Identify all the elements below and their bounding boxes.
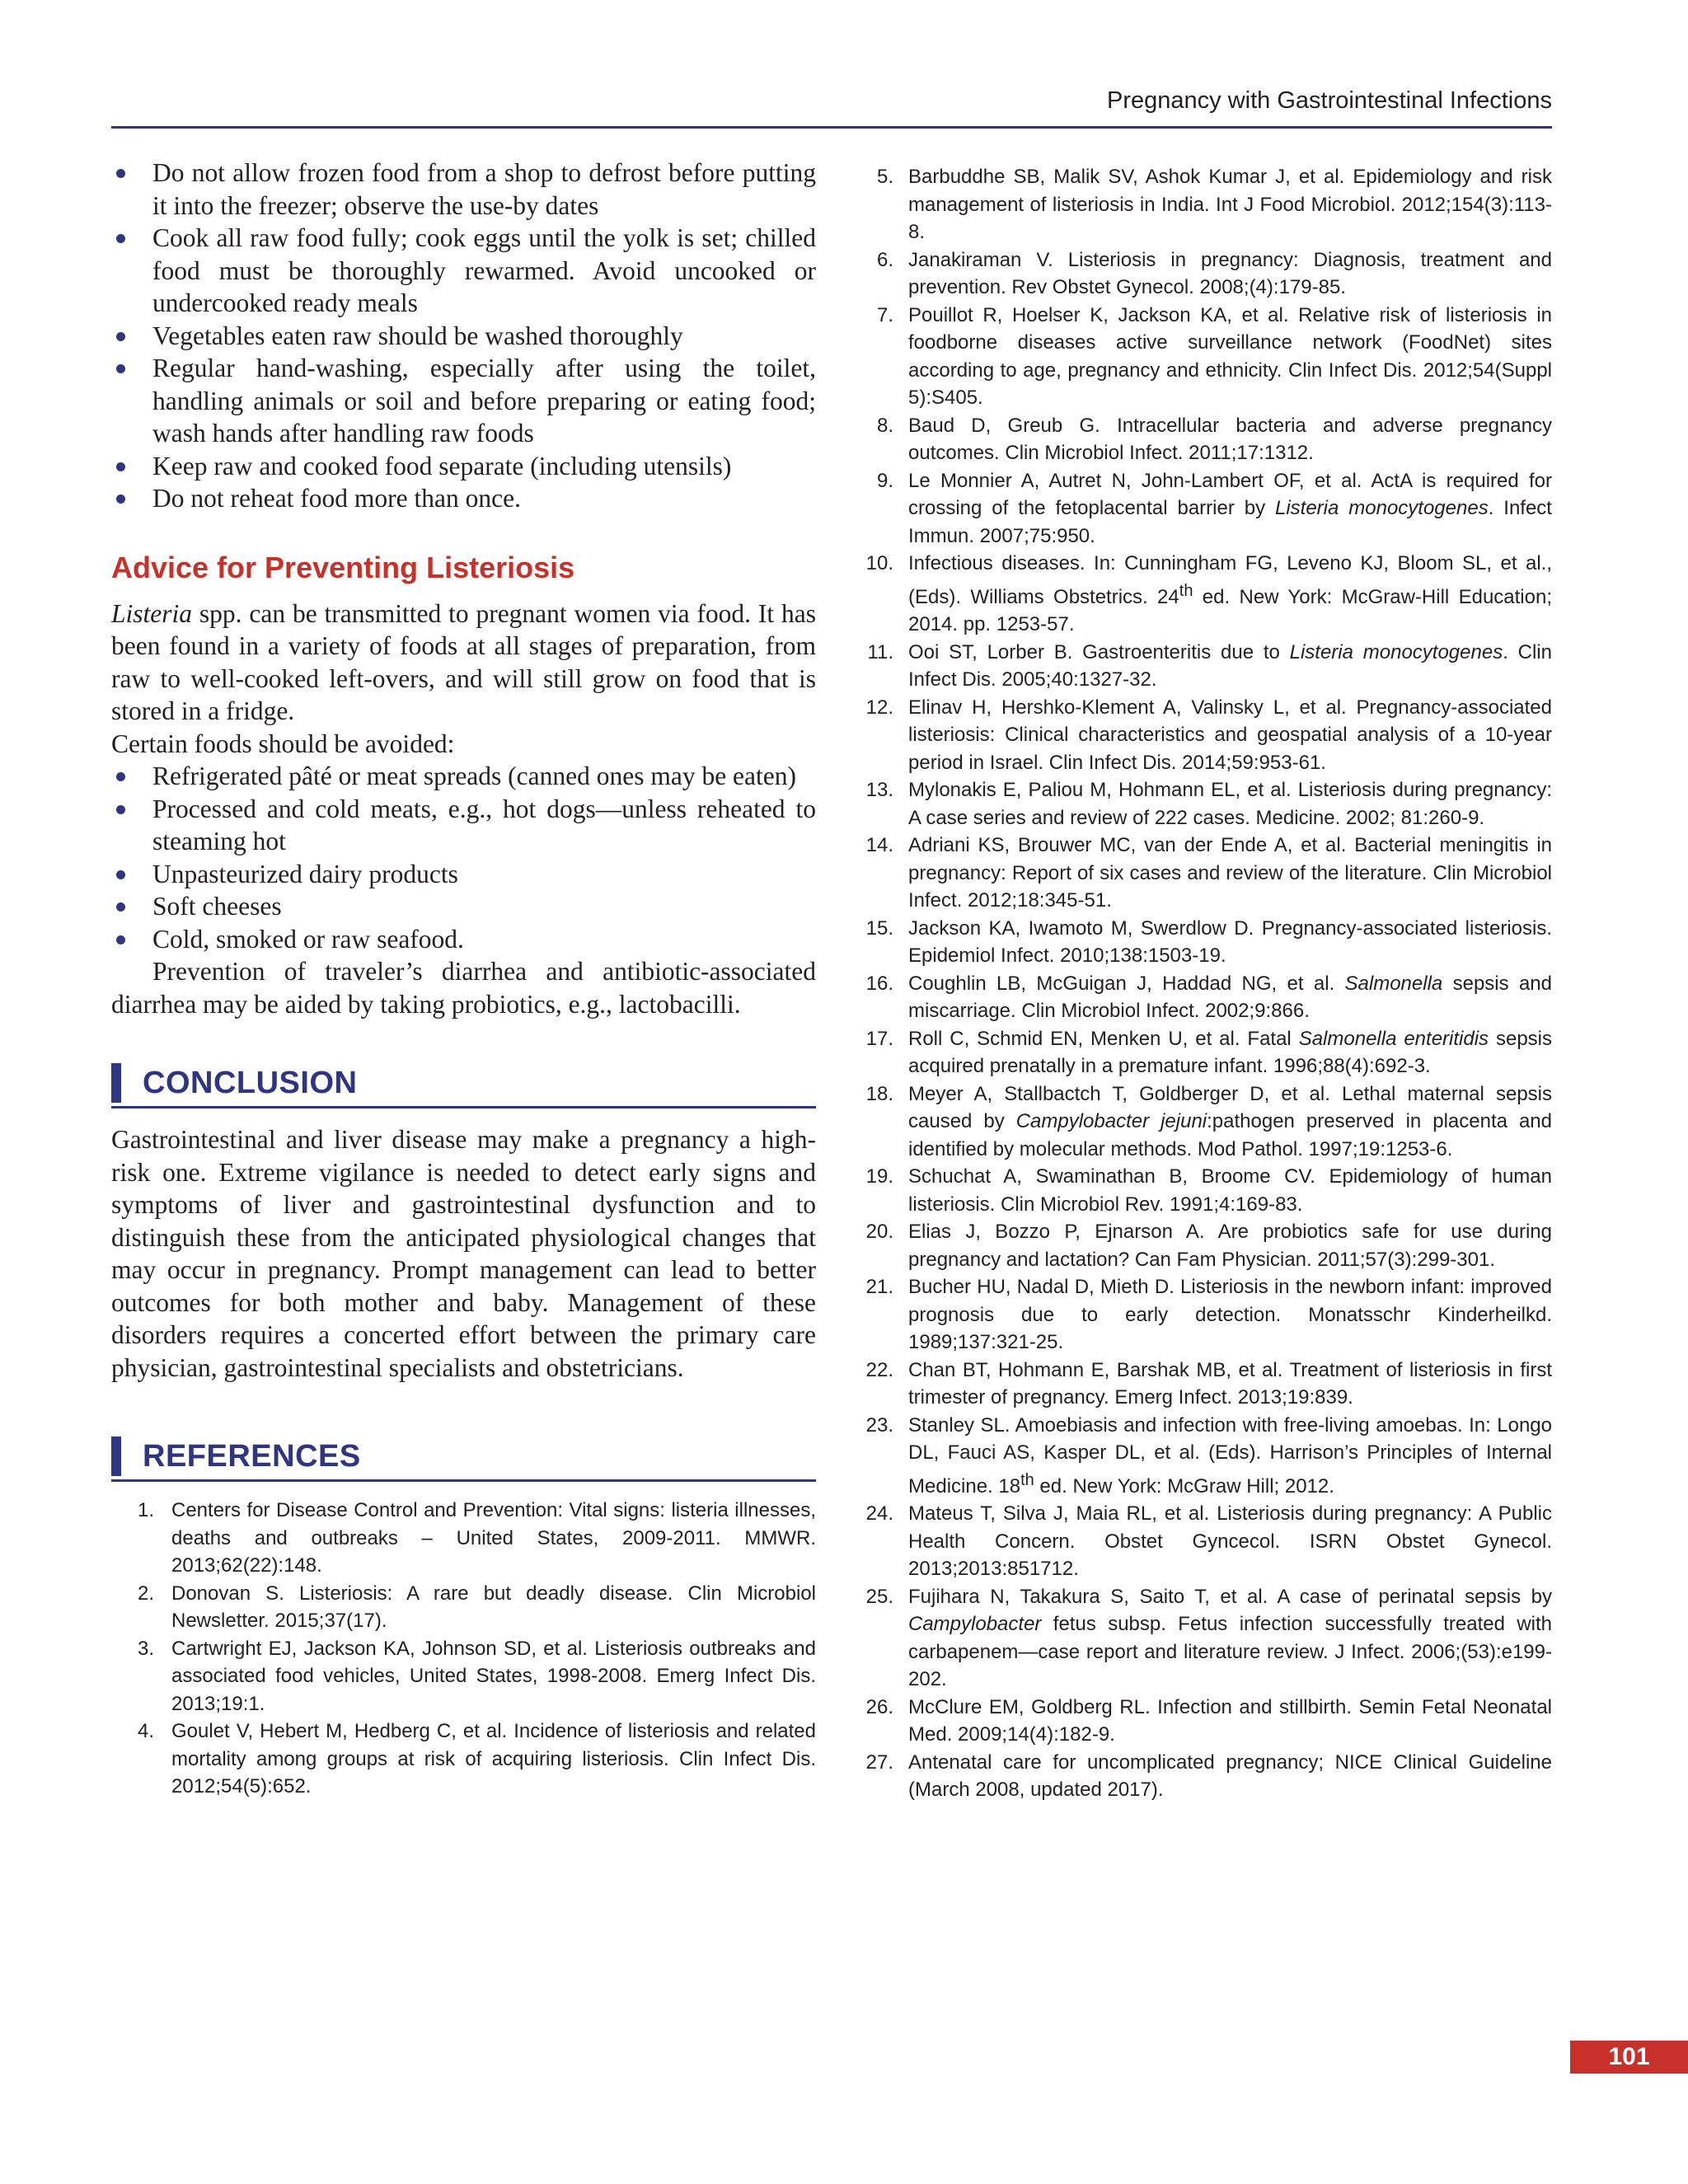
reference-text: Mateus T, Silva J, Maia RL, et al. Listeriosis during pregnancy: A Public Health Concern. Obstet Gyncecol. ISRN Obstet Gynecol. 2013;2013:851712. — [908, 1502, 1552, 1580]
reference-item — [865, 1749, 1552, 1804]
reference-number: 6. — [876, 248, 893, 271]
reference-number: 10. — [865, 552, 893, 574]
reference-text: . Clin Infect Dis. 2005;40:1327-32. — [908, 640, 1552, 691]
reference-number: 3. — [137, 1637, 154, 1660]
reference-item — [865, 1163, 1552, 1218]
conclusion-heading — [111, 1063, 816, 1108]
list-item: Processed and cold meats, e.g., hot dogs—unless reheated to steaming hot — [111, 793, 816, 858]
reference-text: Jackson KA, Iwamoto M, Swerdlow D. Pregnancy-associated listeriosis. Epidemiol Infect. 2010;138:1503-19. — [908, 916, 1552, 967]
list-item: Vegetables eaten raw should be washed thoroughly — [111, 320, 816, 353]
reference-item — [872, 246, 1552, 302]
reference-item — [872, 302, 1552, 412]
reference-item — [872, 467, 1552, 551]
reference-text: Ooi ST, Lorber B. Gastroenteritis due to — [908, 640, 1290, 663]
list-item: Do not allow frozen food from a shop to defrost before putting it into the freezer; observe the use-by dates — [111, 157, 816, 222]
reference-number: 9. — [876, 469, 893, 492]
reference-text: ed. New York: McGraw Hill; 2012. — [1034, 1474, 1334, 1497]
reference-text: Meyer A, Stallbactch T, Goldberger D, et al. Lethal maternal sepsis caused by — [908, 1082, 1552, 1132]
reference-number: 13. — [865, 779, 893, 801]
reference-text: Antenatal care for uncomplicated pregnancy; NICE Clinical Guideline (March 2008, updated 2017). — [908, 1750, 1552, 1801]
reference-text: Bucher HU, Nadal D, Mieth D. Listeriosis in the newborn infant: improved prognosis due to early detection. Monatsschr Kinderheilkd. 1989;137:321-25. — [908, 1276, 1552, 1353]
reference-item — [865, 1218, 1552, 1273]
reference-text: Stanley SL. Amoebiasis and infection with free-living amoebas. In: Longo DL, Fauci AS, Kasper DL, et al. (Eds). Harrison’s Principles of Internal Medicine. 18 — [908, 1413, 1552, 1497]
reference-text: Pouillot R, Hoelser K, Jackson KA, et al. Relative risk of listeriosis in foodborne diseases active surveillance network (FoodNet) sites according to age, pregnancy and ethnicity. Clin Infect Dis. 2012;54(Suppl 5):S405. — [908, 303, 1552, 409]
reference-text: Goulet V, Hebert M, Hedberg C, et al. Incidence of listeriosis and related mortality among groups at risk of acquiring listeriosis. Clin Infect Dis. 2012;54(5):652. — [171, 1720, 816, 1797]
reference-number: 15. — [865, 916, 893, 940]
reference-text: Elinav H, Hershko-Klement A, Valinsky L, et al. Pregnancy-associated listeriosis: Clinical characteristics and geospatial analysis of a 10-year period in Israel. Clin Infect Dis. 2014;59:953-61. — [908, 696, 1552, 774]
avoid-foods-list — [111, 760, 816, 955]
reference-item — [865, 970, 1552, 1025]
reference-text: Roll C, Schmid EN, Menken U, et al. Fatal — [908, 1027, 1299, 1050]
reference-number: 2. — [137, 1582, 154, 1605]
list-item: Do not reheat food more than once. — [111, 482, 816, 515]
reference-text: Elias J, Bozzo P, Ejnarson A. Are probiotics safe for use during pregnancy and lactation? Can Fam Physician. 2011;57(3):299-301. — [908, 1221, 1552, 1271]
reference-item — [867, 639, 1552, 694]
running-head: Pregnancy with Gastrointestinal Infections — [1107, 87, 1552, 114]
reference-text: . Infect Immun. 2007;75:950. — [908, 497, 1552, 547]
reference-number: 18. — [865, 1082, 893, 1105]
reference-number: 19. — [865, 1165, 893, 1188]
reference-text: :pathogen preserved in placenta and identified by molecular methods. Mod Pathol. 1997;19:1253-6. — [908, 1110, 1552, 1160]
reference-number: 20. — [865, 1221, 893, 1243]
conclusion-paragraph: Gastrointestinal and liver disease may make a pregnancy a high-risk one. Extreme vigilance is needed to detect early signs and symptoms of liver and gastrointestinal dysfunction and to distinguish these from the anticipated physiological changes that may occur in pregnancy. Prompt management can lead to better outcomes for both mother and baby. Management of these disorders requires a concerted effort between the primary care physician, gastrointestinal specialists and obstetricians. — [111, 1125, 816, 1382]
reference-item — [111, 1497, 816, 1580]
reference-number: 8. — [876, 414, 893, 437]
reference-number: 5. — [876, 166, 893, 188]
reference-text: Chan BT, Hohmann E, Barshak MB, et al. Treatment of listeriosis in first trimester of pregnancy. Emerg Infect. 2013;19:839. — [908, 1358, 1552, 1408]
listeria-term: Listeria — [111, 598, 193, 628]
reference-item — [865, 1412, 1552, 1501]
reference-number: 12. — [865, 696, 893, 719]
reference-number: 23. — [865, 1413, 893, 1436]
list-item: Unpasteurized dairy products — [111, 858, 816, 891]
reference-text: Centers for Disease Control and Prevention: Vital signs: listeria illnesses, deaths and outbreaks – United States, 2009-2011. MMWR. 2013;62(22):148. — [171, 1499, 816, 1577]
reference-text: Baud D, Greub G. Intracellular bacteria and adverse pregnancy outcomes. Clin Microbiol Infect. 2011;17:1312. — [908, 414, 1552, 464]
reference-number: 1. — [137, 1499, 154, 1521]
reference-text: sepsis acquired prenatally in a premature infant. 1996;88(4):692-3. — [908, 1027, 1553, 1077]
reference-list-right — [865, 163, 1553, 1804]
reference-number: 25. — [865, 1585, 893, 1608]
reference-item — [865, 1583, 1552, 1694]
list-item: Refrigerated pâté or meat spreads (canned ones may be eaten) — [111, 760, 816, 793]
reference-number: 4. — [137, 1720, 154, 1742]
reference-text: Janakiraman V. Listeriosis in pregnancy: Diagnosis, treatment and prevention. Rev Obstet Gynecol. 2008;(4):179-85. — [908, 248, 1552, 298]
reference-number: 16. — [865, 972, 893, 995]
advice-paragraph — [111, 598, 816, 728]
reference-italic: Campylobacter jejuni — [1015, 1110, 1207, 1132]
header-rule — [111, 126, 1552, 129]
reference-superscript: th — [1020, 1470, 1034, 1489]
reference-number: 11. — [867, 640, 893, 663]
reference-text: Fujihara N, Takakura S, Saito T, et al. A case of perinatal sepsis by — [908, 1585, 1552, 1608]
reference-item — [111, 1635, 816, 1718]
reference-text: Cartwright EJ, Jackson KA, Johnson SD, et al. Listeriosis outbreaks and associated food vehicles, United States, 1998-2008. Emerg Infect Dis. 2013;19:1. — [171, 1637, 816, 1715]
reference-italic: Campylobacter — [908, 1613, 1042, 1635]
reference-item — [872, 163, 1552, 246]
right-column — [865, 163, 1553, 1804]
reference-item — [865, 915, 1552, 970]
list-item: Soft cheeses — [111, 890, 816, 923]
list-item: Regular hand-washing, especially after using the toilet, handling animals or soil and before preparing or eating food; wash hands after handling raw foods — [111, 352, 816, 450]
reference-number: 27. — [865, 1750, 893, 1774]
reference-item — [872, 412, 1552, 467]
reference-text: Donovan S. Listeriosis: A rare but deadly disease. Clin Microbiol Newsletter. 2015;37(17). — [171, 1582, 816, 1632]
reference-item — [865, 832, 1552, 915]
reference-item — [865, 550, 1553, 639]
food-safety-list — [111, 157, 816, 515]
reference-text: Le Monnier A, Autret N, John-Lambert OF, et al. ActA is required for crossing of the fetoplacental barrier by — [908, 469, 1552, 519]
probiotics-paragraph: Prevention of traveler’s diarrhea and antibiotic-associated diarrhea may be aided by taking probiotics, e.g., lactobacilli. — [111, 957, 816, 1019]
reference-text: Barbuddhe SB, Malik SV, Ashok Kumar J, et al. Epidemiology and risk management of listeriosis in India. Int J Food Microbiol. 2012;154(3):113-8. — [908, 166, 1552, 243]
reference-superscript: th — [1179, 581, 1193, 600]
reference-text: Mylonakis E, Paliou M, Hohmann EL, et al. Listeriosis during pregnancy: A case series and review of 222 cases. Medicine. 2002; 81:260-9. — [908, 779, 1552, 829]
reference-item — [865, 694, 1552, 777]
reference-item — [111, 1580, 816, 1635]
conclusion-heading-text: CONCLUSION — [143, 1066, 358, 1100]
reference-item — [865, 1080, 1552, 1164]
list-item: Cook all raw food fully; cook eggs until the yolk is set; chilled food must be thoroughly rewarmed. Avoid uncooked or undercooked ready meals — [111, 222, 816, 320]
reference-italic: Listeria monocytogenes — [1274, 497, 1489, 519]
list-item: Cold, smoked or raw seafood. — [111, 923, 816, 956]
reference-item — [865, 776, 1552, 832]
reference-number: 26. — [865, 1695, 893, 1718]
reference-item — [865, 1500, 1552, 1583]
reference-text: Adriani KS, Brouwer MC, van der Ende A, et al. Bacterial meningitis in pregnancy: Report of six cases and review of the literature. Clin Microbiol Infect. 2012;18:345-51. — [908, 834, 1552, 912]
reference-text: fetus subsp. Fetus infection successfully treated with carbapenem—case report and literature review. J Infect. 2006;(53):e199-202. — [908, 1613, 1552, 1690]
list-item: Keep raw and cooked food separate (including utensils) — [111, 450, 816, 483]
left-column — [111, 157, 816, 1801]
reference-text: Schuchat A, Swaminathan B, Broome CV. Epidemiology of human listeriosis. Clin Microbiol Rev. 1991;4:169-83. — [908, 1165, 1552, 1216]
advice-paragraph-text: spp. can be transmitted to pregnant women via food. It has been found in a variety of foods at all stages of preparation, from raw to well-cooked left-overs, and will still grow on food that is stored in a fridge. — [111, 598, 816, 725]
references-heading-text: REFERENCES — [143, 1439, 361, 1474]
reference-italic: Listeria monocytogenes — [1289, 640, 1503, 663]
reference-number: 22. — [865, 1358, 893, 1381]
avoid-intro: Certain foods should be avoided: — [111, 729, 455, 758]
reference-item — [865, 1694, 1552, 1749]
reference-number: 21. — [865, 1276, 893, 1298]
reference-number: 14. — [865, 834, 893, 856]
reference-number: 17. — [865, 1027, 893, 1050]
reference-text: ed. New York: McGraw-Hill Education; 2014. pp. 1253-57. — [908, 585, 1553, 635]
reference-text: sepsis and miscarriage. Clin Microbiol Infect. 2002;9:866. — [908, 972, 1552, 1022]
references-heading — [111, 1436, 816, 1482]
reference-item — [865, 1357, 1552, 1412]
reference-italic: Salmonella — [1344, 972, 1443, 995]
reference-text: Infectious diseases. In: Cunningham FG, Leveno KJ, Bloom SL, et al., (Eds). Williams Obstetrics. 24 — [908, 552, 1552, 608]
reference-text: Coughlin LB, McGuigan J, Haddad NG, et al. — [908, 972, 1345, 995]
page-number: 101 — [1570, 2041, 1688, 2074]
reference-text: McClure EM, Goldberg RL. Infection and stillbirth. Semin Fetal Neonatal Med. 2009;14(4):182-9. — [908, 1695, 1552, 1746]
reference-item — [111, 1718, 816, 1801]
advice-heading: Advice for Preventing Listeriosis — [111, 550, 575, 584]
reference-number: 24. — [865, 1502, 893, 1525]
reference-item — [865, 1025, 1553, 1080]
reference-list-left — [111, 1497, 816, 1801]
reference-number: 7. — [876, 303, 893, 326]
reference-italic: Salmonella enteritidis — [1298, 1027, 1489, 1050]
reference-item — [865, 1273, 1552, 1357]
